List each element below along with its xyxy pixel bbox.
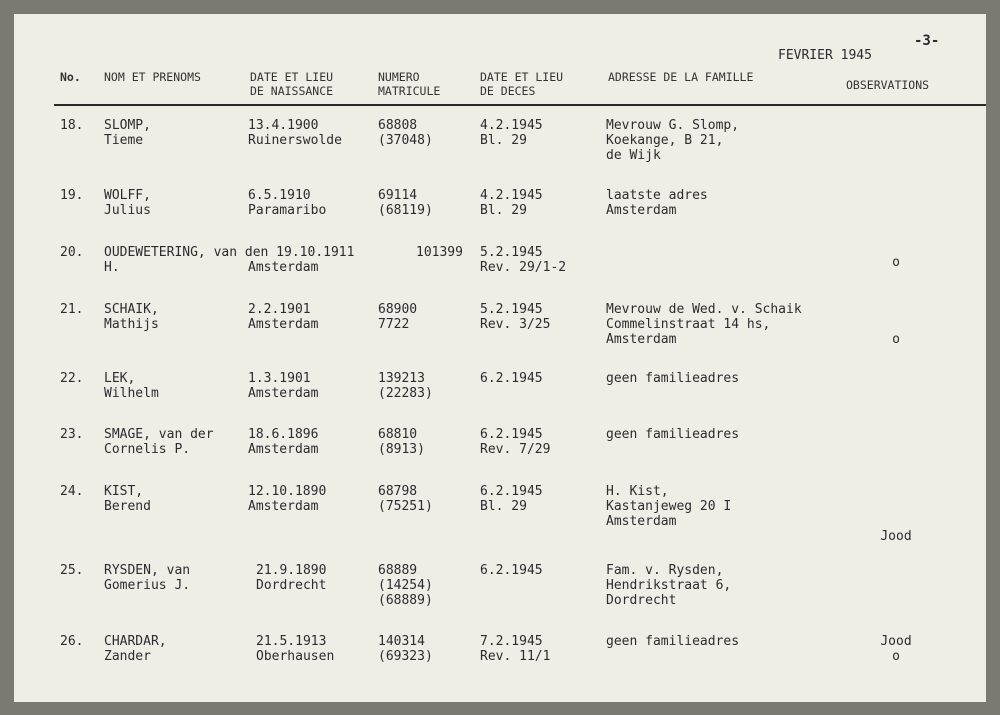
row-name-line: H. [104, 260, 120, 275]
row-matricule-line: 101399 [416, 245, 463, 260]
row-death-line: 5.2.1945 [480, 302, 543, 317]
row-matricule-line: 140314 [378, 634, 425, 649]
row-birth-line: Amsterdam [248, 260, 319, 275]
row-address-line: Fam. v. Rysden, [606, 563, 724, 578]
row-birth-line: Paramaribo [248, 203, 327, 218]
row-death-line: 6.2.1945 [480, 563, 543, 578]
row-death-line: 6.2.1945 [480, 371, 543, 386]
row-name-line: Julius [104, 203, 151, 218]
row-death-line: Bl. 29 [480, 133, 527, 148]
row-observation: o [892, 649, 900, 664]
row-name-line: CHARDAR, [104, 634, 167, 649]
row-address-line: H. Kist, [606, 484, 669, 499]
document-page [14, 14, 986, 702]
row-birth-line: Oberhausen [256, 649, 335, 664]
row-number-line: 23. [60, 427, 84, 442]
row-birth-line: 13.4.1900 [248, 118, 319, 133]
header-birth-line2: DE NAISSANCE [250, 84, 334, 98]
row-birth-line: 12.10.1890 [248, 484, 327, 499]
row-birth-line: Dordrecht [256, 578, 327, 593]
row-address-line: Amsterdam [606, 332, 677, 347]
row-number-line: 24. [60, 484, 84, 499]
row-address-line: Kastanjeweg 20 I [606, 499, 732, 514]
row-name-line: Gomerius J. [104, 578, 191, 593]
header-observations: OBSERVATIONS [846, 78, 930, 92]
row-death-line: Rev. 7/29 [480, 442, 551, 457]
row-address-line: laatste adres [606, 188, 708, 203]
header-death-line2: DE DECES [480, 84, 536, 98]
header-no: No. [60, 70, 81, 84]
row-matricule-line: (37048) [378, 133, 433, 148]
row-observation: Jood [880, 634, 912, 649]
row-death-line: Rev. 11/1 [480, 649, 551, 664]
row-address-line: geen familieadres [606, 371, 740, 386]
row-address-line: de Wijk [606, 148, 661, 163]
row-death-line: Rev. 3/25 [480, 317, 551, 332]
row-birth-line: 1.3.1901 [248, 371, 311, 386]
row-number-line: 22. [60, 371, 84, 386]
row-name-line: WOLFF, [104, 188, 151, 203]
row-birth-line: 21.9.1890 [256, 563, 327, 578]
row-birth-line: 6.5.1910 [248, 188, 311, 203]
row-address-line: Dordrecht [606, 593, 677, 608]
page-number: -3- [914, 33, 940, 49]
row-name-line: Tieme [104, 133, 144, 148]
row-name-line: OUDEWETERING, van den 19.10.1911 [104, 245, 355, 260]
row-name-line: LEK, [104, 371, 136, 386]
row-address-line: Mevrouw G. Slomp, [606, 118, 740, 133]
row-birth-line: Amsterdam [248, 499, 319, 514]
row-birth-line: 2.2.1901 [248, 302, 311, 317]
row-name-line: SCHAIK, [104, 302, 159, 317]
row-matricule-line: 68808 [378, 118, 418, 133]
header-matricule-line1: NUMERO [378, 70, 420, 84]
row-birth-line: Ruinerswolde [248, 133, 342, 148]
row-address-line: Commelinstraat 14 hs, [606, 317, 771, 332]
row-birth-line: 18.6.1896 [248, 427, 319, 442]
row-address-line: Koekange, B 21, [606, 133, 724, 148]
row-matricule-line: (22283) [378, 386, 433, 401]
row-matricule-line: 68900 [378, 302, 418, 317]
row-matricule-line: 68889 [378, 563, 418, 578]
header-name: NOM ET PRENOMS [104, 70, 201, 84]
row-matricule-line: 69114 [378, 188, 418, 203]
row-death-line: 6.2.1945 [480, 484, 543, 499]
row-address-line: Hendrikstraat 6, [606, 578, 732, 593]
row-name-line: RYSDEN, van [104, 563, 191, 578]
row-death-line: Rev. 29/1-2 [480, 260, 567, 275]
row-name-line: Zander [104, 649, 151, 664]
row-death-line: 7.2.1945 [480, 634, 543, 649]
row-observation: Jood [880, 529, 912, 544]
row-death-line: 4.2.1945 [480, 118, 543, 133]
header-birth-line1: DATE ET LIEU [250, 70, 334, 84]
row-number-line: 25. [60, 563, 84, 578]
row-number-line: 21. [60, 302, 84, 317]
row-matricule-line: 68798 [378, 484, 418, 499]
row-name-line: SLOMP, [104, 118, 151, 133]
row-observation: o [892, 332, 900, 347]
row-address-line: Amsterdam [606, 514, 677, 529]
row-name-line: Berend [104, 499, 151, 514]
row-matricule-line: (69323) [378, 649, 433, 664]
row-birth-line: 21.5.1913 [256, 634, 327, 649]
header-address: ADRESSE DE LA FAMILLE [608, 70, 754, 84]
row-matricule-line: (14254) [378, 578, 433, 593]
row-birth-line: Amsterdam [248, 442, 319, 457]
header-rule [54, 104, 986, 106]
row-death-line: 5.2.1945 [480, 245, 543, 260]
row-address-line: Amsterdam [606, 203, 677, 218]
row-matricule-line: (68889) [378, 593, 433, 608]
row-address-line: geen familieadres [606, 634, 740, 649]
row-death-line: Bl. 29 [480, 203, 527, 218]
row-address-line: geen familieadres [606, 427, 740, 442]
row-matricule-line: (8913) [378, 442, 425, 457]
row-name-line: Wilhelm [104, 386, 159, 401]
row-name-line: KIST, [104, 484, 144, 499]
row-matricule-line: 7722 [378, 317, 410, 332]
row-birth-line: Amsterdam [248, 317, 319, 332]
row-birth-line: Amsterdam [248, 386, 319, 401]
row-address-line: Mevrouw de Wed. v. Schaik [606, 302, 802, 317]
date-heading: FEVRIER 1945 [778, 48, 872, 63]
row-number-line: 18. [60, 118, 84, 133]
row-matricule-line: 139213 [378, 371, 425, 386]
row-death-line: Bl. 29 [480, 499, 527, 514]
row-matricule-line: (75251) [378, 499, 433, 514]
row-name-line: SMAGE, van der [104, 427, 214, 442]
row-number-line: 26. [60, 634, 84, 649]
header-matricule-line2: MATRICULE [378, 84, 441, 98]
row-matricule-line: 68810 [378, 427, 418, 442]
row-matricule-line: (68119) [378, 203, 433, 218]
row-death-line: 4.2.1945 [480, 188, 543, 203]
row-number-line: 19. [60, 188, 84, 203]
row-number-line: 20. [60, 245, 84, 260]
row-name-line: Mathijs [104, 317, 159, 332]
row-name-line: Cornelis P. [104, 442, 191, 457]
row-death-line: 6.2.1945 [480, 427, 543, 442]
row-observation: o [892, 255, 900, 270]
header-death-line1: DATE ET LIEU [480, 70, 564, 84]
